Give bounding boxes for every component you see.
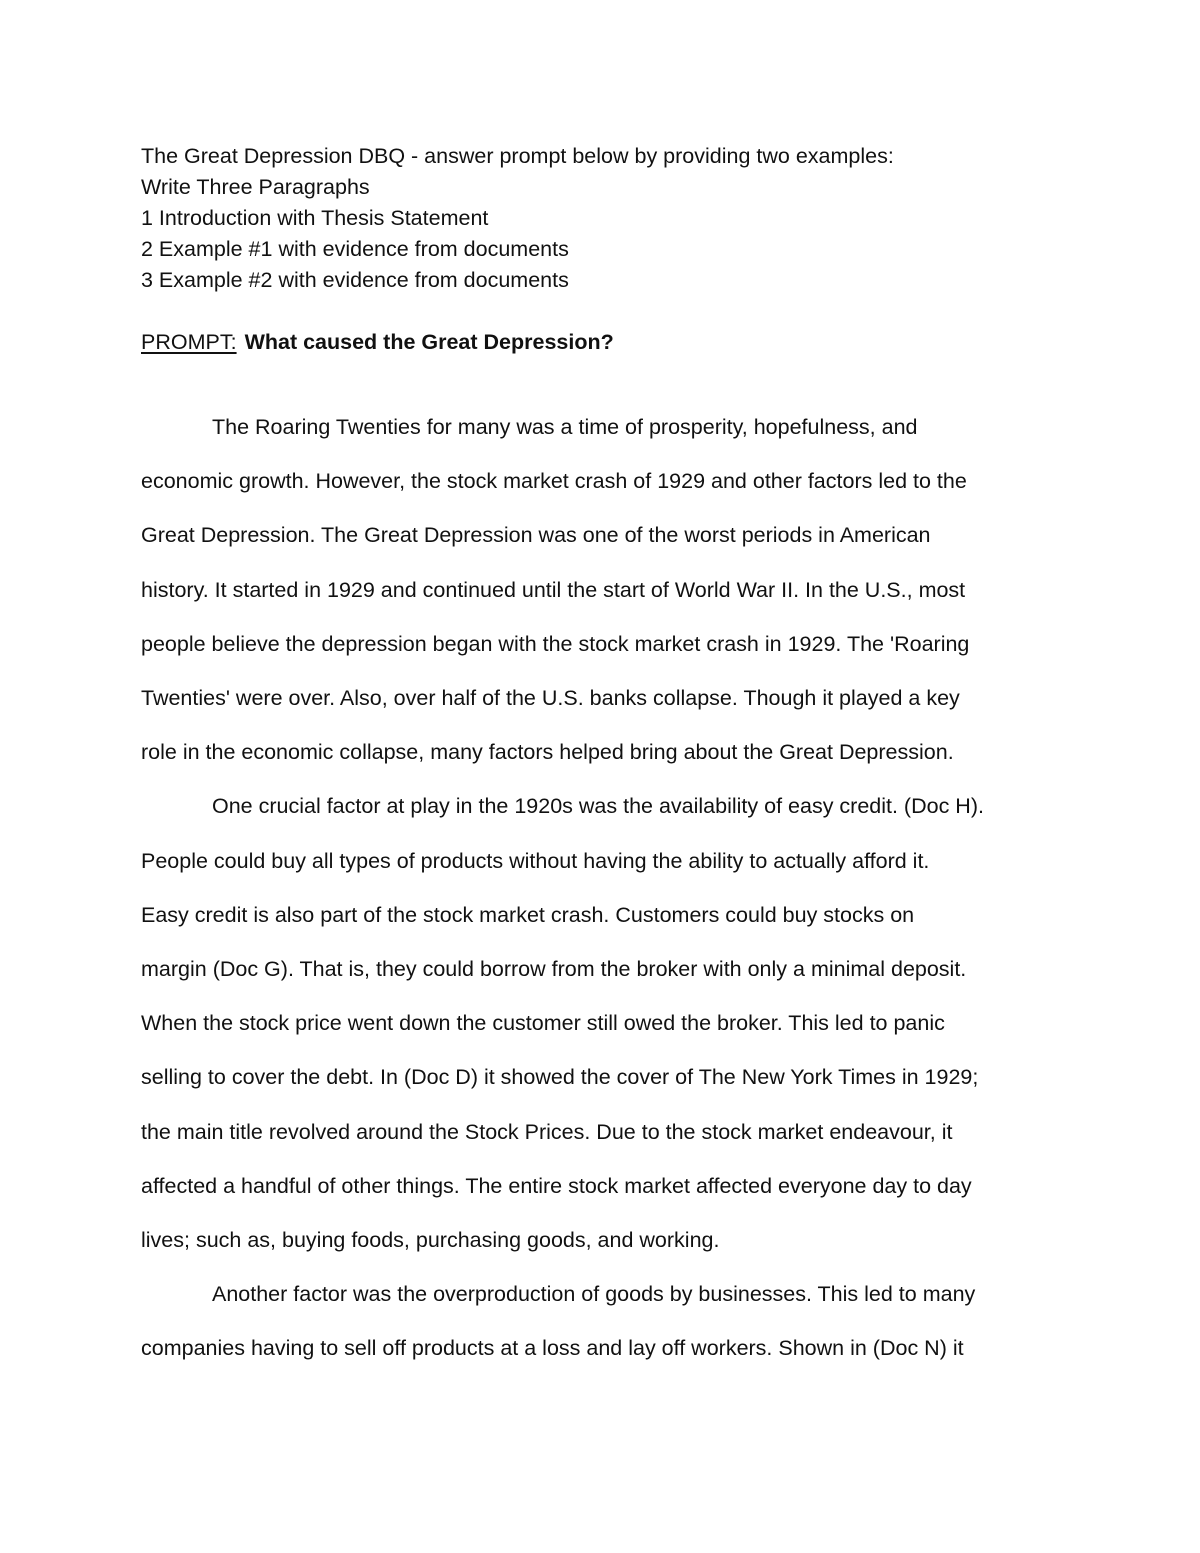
prompt-label: PROMPT:	[141, 330, 237, 354]
paragraph-2-line: selling to cover the debt. In (Doc D) it showed the cover of The New York Times in 1929;	[141, 1065, 979, 1090]
assignment-instructions	[141, 141, 1061, 296]
paragraph-2-line: the main title revolved around the Stock Prices. Due to the stock market endeavour, it	[141, 1119, 953, 1144]
paragraph-2-line: lives; such as, buying foods, purchasing goods, and working.	[141, 1228, 720, 1253]
essay-body	[141, 400, 1061, 1376]
instruction-line: 3 Example #2 with evidence from documents	[141, 268, 569, 292]
paragraph-2-line: When the stock price went down the customer still owed the broker. This led to panic	[141, 1011, 945, 1036]
instruction-title: The Great Depression DBQ - answer prompt below by providing two examples:	[141, 144, 894, 168]
paragraph-2-line: affected a handful of other things. The entire stock market affected everyone day to day	[141, 1173, 972, 1198]
paragraph-2-line: Easy credit is also part of the stock market crash. Customers could buy stocks on	[141, 902, 915, 927]
instruction-line: Write Three Paragraphs	[141, 175, 370, 199]
paragraph-1-line: The Roaring Twenties for many was a time of prosperity, hopefulness, and	[212, 415, 918, 439]
paragraph-1-line: economic growth. However, the stock market crash of 1929 and other factors led to the	[141, 469, 967, 494]
instruction-line: 2 Example #1 with evidence from documents	[141, 237, 569, 261]
instruction-line: 1 Introduction with Thesis Statement	[141, 206, 489, 230]
prompt	[141, 327, 1061, 358]
paragraph-1-line: Great Depression. The Great Depression was one of the worst periods in American	[141, 523, 931, 548]
paragraph-1-line: Twenties' were over. Also, over half of the U.S. banks collapse. Though it played a key	[141, 686, 960, 711]
paragraph-3-line: Another factor was the overproduction of goods by businesses. This led to many	[212, 1282, 976, 1307]
paragraph-3-line: companies having to sell off products at a loss and lay off workers. Shown in (Doc N) it	[141, 1336, 964, 1361]
paragraph-2-line: margin (Doc G). That is, they could borrow from the broker with only a minimal deposit.	[141, 957, 967, 982]
paragraph-1-line: history. It started in 1929 and continued until the start of World War II. In the U.S., most	[141, 577, 966, 602]
paragraph-2-line: One crucial factor at play in the 1920s was the availability of easy credit. (Doc H).	[212, 794, 984, 819]
prompt-question: What caused the Great Depression?	[244, 330, 614, 354]
paragraph-2-line: People could buy all types of products without having the ability to actually afford it.	[141, 848, 930, 873]
paragraph-1-line: role in the economic collapse, many factors helped bring about the Great Depression.	[141, 740, 954, 765]
paragraph-1-line: people believe the depression began with the stock market crash in 1929. The 'Roaring	[141, 631, 970, 656]
